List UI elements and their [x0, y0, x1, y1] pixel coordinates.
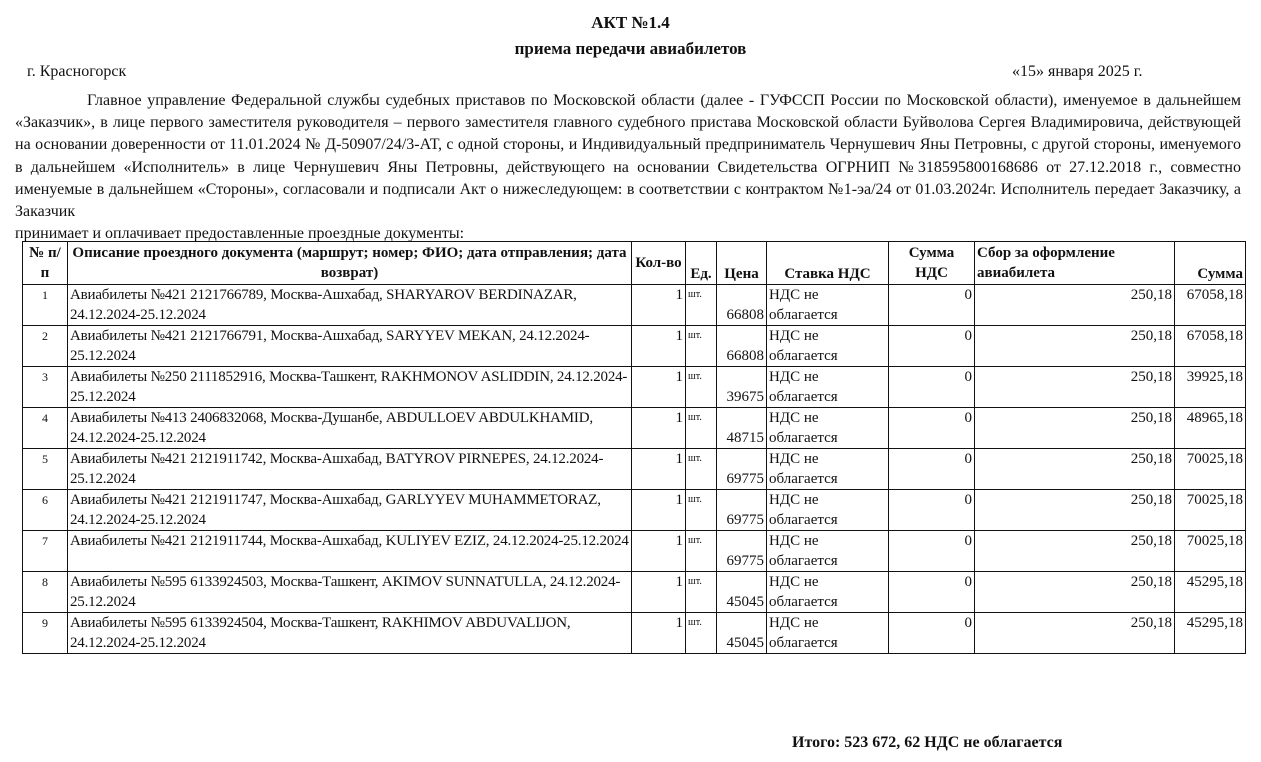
cell-num: 2 [23, 326, 68, 367]
cell-fee: 250,18 [975, 572, 1175, 613]
cell-fee: 250,18 [975, 326, 1175, 367]
cell-price: 69775 [717, 531, 767, 572]
cell-sum: 70025,18 [1175, 449, 1246, 490]
cell-description: Авиабилеты №421 2121766791, Москва-Ашхабад, SARYYEV MEKAN, 24.12.2024-25.12.2024 [68, 326, 632, 367]
cell-fee: 250,18 [975, 367, 1175, 408]
cell-unit: шт. [686, 572, 717, 613]
cell-price: 48715 [717, 408, 767, 449]
cell-num: 7 [23, 531, 68, 572]
cell-price: 66808 [717, 285, 767, 326]
cell-vat-sum: 0 [889, 490, 975, 531]
total-line: Итого: 523 672, 62 НДС не облагается [792, 734, 1063, 751]
cell-num: 3 [23, 367, 68, 408]
cell-sum: 67058,18 [1175, 326, 1246, 367]
cell-fee: 250,18 [975, 490, 1175, 531]
cell-unit: шт. [686, 613, 717, 654]
cell-vat-sum: 0 [889, 449, 975, 490]
cell-vat-rate: НДС не облагается [767, 285, 889, 326]
table-row [23, 572, 1246, 613]
header-vat-sum: Сумма НДС [889, 242, 975, 285]
table-row [23, 285, 1246, 326]
cell-unit: шт. [686, 490, 717, 531]
cell-sum: 67058,18 [1175, 285, 1246, 326]
cell-unit: шт. [686, 326, 717, 367]
cell-vat-rate: НДС не облагается [767, 613, 889, 654]
header-vat-rate: Ставка НДС [767, 242, 889, 285]
document-date: «15» января 2025 г. [1012, 63, 1143, 80]
table-row [23, 449, 1246, 490]
table-header-row [23, 242, 1246, 285]
table-row [23, 613, 1246, 654]
cell-vat-sum: 0 [889, 408, 975, 449]
cell-unit: шт. [686, 449, 717, 490]
header-price: Цена [717, 242, 767, 285]
cell-fee: 250,18 [975, 285, 1175, 326]
cell-vat-sum: 0 [889, 572, 975, 613]
document-subtitle: приема передачи авиабилетов [514, 39, 747, 58]
header-unit: Ед. [686, 242, 717, 285]
cell-price: 66808 [717, 326, 767, 367]
cell-vat-rate: НДС не облагается [767, 326, 889, 367]
cell-num: 6 [23, 490, 68, 531]
table-row [23, 326, 1246, 367]
cell-quantity: 1 [632, 408, 686, 449]
cell-unit: шт. [686, 531, 717, 572]
table-row [23, 490, 1246, 531]
table-row [23, 367, 1246, 408]
cell-description: Авиабилеты №413 2406832068, Москва-Душанбе, ABDULLOEV ABDULKHAMID, 24.12.2024-25.12.2024 [68, 408, 632, 449]
cell-vat-rate: НДС не облагается [767, 490, 889, 531]
cell-vat-rate: НДС не облагается [767, 531, 889, 572]
cell-vat-rate: НДС не облагается [767, 449, 889, 490]
cell-sum: 39925,18 [1175, 367, 1246, 408]
tickets-table [22, 241, 1246, 654]
cell-num: 4 [23, 408, 68, 449]
table-row [23, 531, 1246, 572]
cell-description: Авиабилеты №421 2121911742, Москва-Ашхабад, BATYROV PIRNEPES, 24.12.2024-25.12.2024 [68, 449, 632, 490]
cell-fee: 250,18 [975, 531, 1175, 572]
cell-quantity: 1 [632, 449, 686, 490]
cell-description: Авиабилеты №595 6133924504, Москва-Ташкент, RAKHIMOV ABDUVALIJON, 24.12.2024-25.12.2024 [68, 613, 632, 654]
cell-vat-sum: 0 [889, 367, 975, 408]
cell-unit: шт. [686, 367, 717, 408]
header-desc: Описание проездного документа (маршрут; номер; ФИО; дата отправления; дата возврат) [68, 242, 632, 285]
intro-text: Главное управление Федеральной службы судебных приставов по Московской области (далее - ГУФССП России по Московской области), именуемое в дальнейшем «Заказчик», в лице первого заместителя руководителя – первого заместителя главного судебного пристава Московской области Буйволова Сергея Владимировича, действующей на основании доверенности от 11.01.2024 № Д-50907/24/3-АТ, с одной стороны, и Индивидуальный предприниматель Чернушевич Яны Петровны, с другой стороны, именуемого в дальнейшем «Исполнитель» в лице Чернушевич Яны Петровны, действующего на основании Свидетельства ОГРНИП №318595800168686 от 27.12.2018 г., совместно именуемые в дальнейшем «Стороны», согласовали и подписали Акт о нижеследующем: в соответствии с контрактом №1-эа/24 от 01.03.2024г. Исполнитель передает Заказчику, а Заказчик [15, 92, 1241, 221]
cell-vat-sum: 0 [889, 326, 975, 367]
cell-price: 69775 [717, 449, 767, 490]
cell-vat-sum: 0 [889, 285, 975, 326]
cell-fee: 250,18 [975, 408, 1175, 449]
cell-quantity: 1 [632, 572, 686, 613]
cell-sum: 45295,18 [1175, 572, 1246, 613]
cell-sum: 48965,18 [1175, 408, 1246, 449]
table-row [23, 408, 1246, 449]
cell-description: Авиабилеты №250 2111852916, Москва-Ташкент, RAKHMONOV ASLIDDIN, 24.12.2024-25.12.2024 [68, 367, 632, 408]
header-sum: Сумма [1175, 242, 1246, 285]
cell-quantity: 1 [632, 531, 686, 572]
document-city: г. Красногорск [27, 63, 127, 80]
cell-price: 69775 [717, 490, 767, 531]
cell-num: 8 [23, 572, 68, 613]
header-num: № п/п [23, 242, 68, 285]
cell-vat-sum: 0 [889, 531, 975, 572]
cell-price: 45045 [717, 572, 767, 613]
cell-fee: 250,18 [975, 449, 1175, 490]
cell-num: 5 [23, 449, 68, 490]
cell-quantity: 1 [632, 613, 686, 654]
header-fee: Сбор за оформление авиабилета [975, 242, 1175, 285]
header-qty: Кол-во [632, 242, 686, 285]
cell-description: Авиабилеты №595 6133924503, Москва-Ташкент, AKIMOV SUNNATULLA, 24.12.2024-25.12.2024 [68, 572, 632, 613]
cell-vat-rate: НДС не облагается [767, 367, 889, 408]
cell-description: Авиабилеты №421 2121911747, Москва-Ашхабад, GARLYYEV MUHAMMETORAZ, 24.12.2024-25.12.2024 [68, 490, 632, 531]
cell-sum: 70025,18 [1175, 531, 1246, 572]
cell-num: 1 [23, 285, 68, 326]
cell-description: Авиабилеты №421 2121766789, Москва-Ашхабад, SHARYAROV BERDINAZAR, 24.12.2024-25.12.2024 [68, 285, 632, 326]
intro-paragraph [15, 90, 1241, 245]
cell-quantity: 1 [632, 326, 686, 367]
document-title: АКТ №1.4 [591, 13, 670, 32]
cell-description: Авиабилеты №421 2121911744, Москва-Ашхабад, KULIYEV EZIZ, 24.12.2024-25.12.2024 [68, 531, 632, 572]
cell-fee: 250,18 [975, 613, 1175, 654]
cell-vat-rate: НДС не облагается [767, 572, 889, 613]
cell-quantity: 1 [632, 367, 686, 408]
cell-unit: шт. [686, 285, 717, 326]
cell-vat-sum: 0 [889, 613, 975, 654]
cell-quantity: 1 [632, 285, 686, 326]
cell-price: 39675 [717, 367, 767, 408]
cell-unit: шт. [686, 408, 717, 449]
cell-sum: 45295,18 [1175, 613, 1246, 654]
intro-last-line: принимает и оплачивает предоставленные проездные документы: [15, 225, 465, 243]
cell-num: 9 [23, 613, 68, 654]
cell-sum: 70025,18 [1175, 490, 1246, 531]
cell-quantity: 1 [632, 490, 686, 531]
cell-price: 45045 [717, 613, 767, 654]
cell-vat-rate: НДС не облагается [767, 408, 889, 449]
